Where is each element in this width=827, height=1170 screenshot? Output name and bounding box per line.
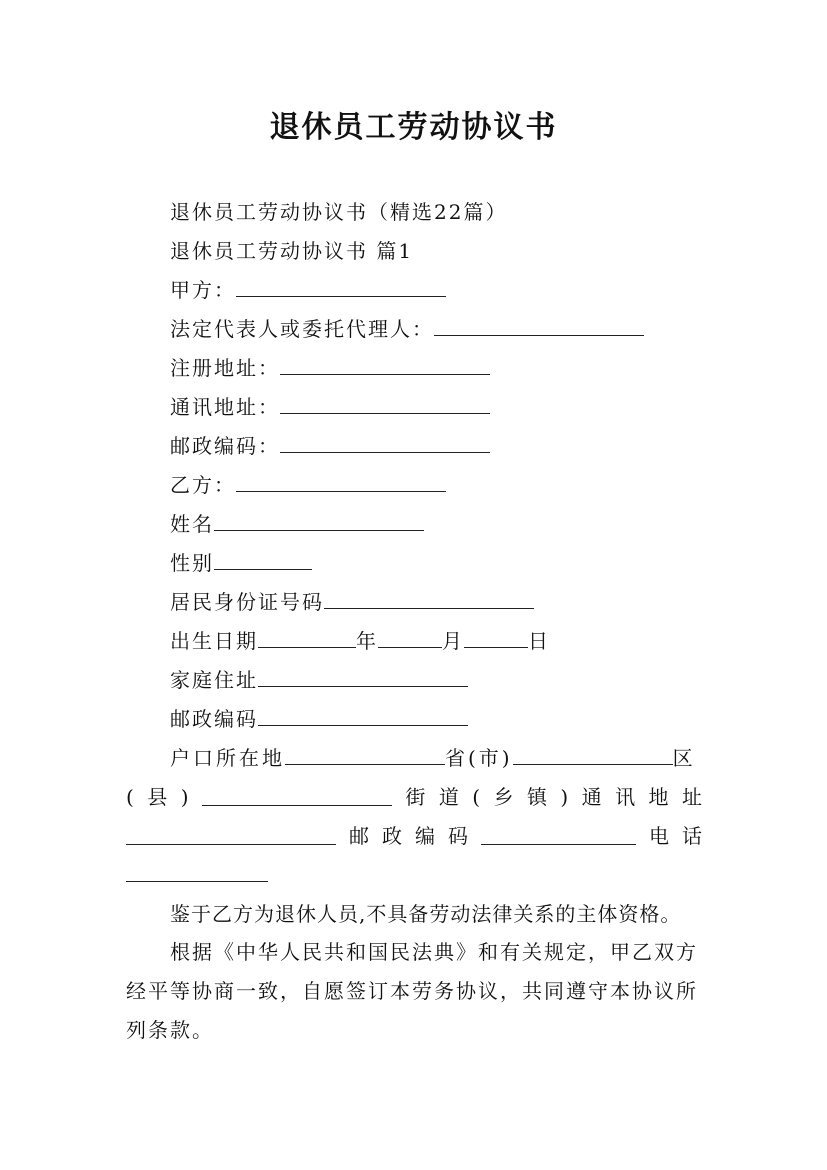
hukou-label: 户口所在地 <box>170 746 285 770</box>
postcode-char: 邮 <box>349 824 369 848</box>
county-char: 县 <box>147 785 168 809</box>
postcode-a-line <box>170 432 490 460</box>
id-line <box>170 588 534 616</box>
reg-addr-label: 注册地址： <box>170 356 280 380</box>
doc-subtitle: 退休员工劳动协议书（精选22篇） <box>170 200 508 224</box>
birth-day-blank <box>464 627 528 648</box>
home-addr-blank <box>258 666 468 687</box>
county-open-paren: ( <box>126 785 134 809</box>
birth-year-blank <box>258 627 356 648</box>
street-char: 讯 <box>615 785 636 809</box>
street-char: 通 <box>581 785 602 809</box>
party-a-blank <box>236 276 446 297</box>
county-blank <box>202 783 392 806</box>
month-label: 月 <box>442 629 464 653</box>
postcode-a-label: 邮政编码： <box>170 434 280 458</box>
phone-blank-line <box>126 861 268 889</box>
county-street-line <box>126 783 702 811</box>
year-label: 年 <box>356 629 378 653</box>
hukou-province-blank <box>285 744 445 765</box>
birth-label: 出生日期 <box>170 629 258 653</box>
para2-line1: 根据《中华人民共和国民法典》和有关规定，甲乙双方 <box>170 940 698 964</box>
mail-addr-b-blank <box>126 822 336 845</box>
postcode-phone-line <box>126 822 702 850</box>
party-a-line <box>170 276 446 304</box>
party-b-blank <box>236 471 446 492</box>
home-addr-label: 家庭住址 <box>170 668 258 692</box>
phone-char: 电 <box>649 824 669 848</box>
name-line <box>170 510 424 538</box>
id-label: 居民身份证号码 <box>170 590 324 614</box>
phone-blank <box>126 861 268 882</box>
home-addr-line <box>170 666 468 694</box>
county-close-paren: ) <box>180 785 189 809</box>
postcode-c-blank <box>481 822 636 845</box>
gender-line <box>170 549 312 577</box>
para1: 鉴于乙方为退休人员,不具备劳动法律关系的主体资格。 <box>170 902 682 926</box>
postcode-char: 政 <box>382 824 402 848</box>
mail-addr-blank <box>280 393 490 414</box>
postcode-b-line <box>170 705 468 733</box>
party-b-label: 乙方： <box>170 473 236 497</box>
party-a-label: 甲方： <box>170 278 236 302</box>
reg-addr-line <box>170 354 490 382</box>
postcode-char: 码 <box>448 824 468 848</box>
legal-rep-line <box>170 315 644 343</box>
hukou-line <box>170 744 696 772</box>
street-char: ) <box>560 785 569 809</box>
mail-addr-line <box>170 393 490 421</box>
street-char: 址 <box>681 785 702 809</box>
party-b-line <box>170 471 446 499</box>
street-char: ( <box>472 785 481 809</box>
gender-blank <box>214 549 312 570</box>
phone-char: 话 <box>682 824 702 848</box>
street-char: 乡 <box>493 785 514 809</box>
birth-line <box>170 627 550 655</box>
day-label: 日 <box>528 629 550 653</box>
postcode-a-blank <box>280 432 490 453</box>
street-char: 地 <box>648 785 669 809</box>
postcode-char: 编 <box>415 824 435 848</box>
street-char: 镇 <box>526 785 547 809</box>
id-blank <box>324 588 534 609</box>
document-title: 退休员工劳动协议书 <box>269 110 558 145</box>
section-heading: 退休员工劳动协议书 篇1 <box>170 239 414 263</box>
province-label: 省(市) <box>445 746 513 770</box>
gender-label: 性别 <box>170 551 214 575</box>
name-label: 姓名 <box>170 512 214 536</box>
mail-addr-label: 通讯地址： <box>170 395 280 419</box>
district-label: 区 <box>672 746 696 770</box>
para2-line2: 经平等协商一致，自愿签订本劳务协议，共同遵守本协议所 <box>126 979 698 1003</box>
reg-addr-blank <box>280 354 490 375</box>
birth-month-blank <box>378 627 442 648</box>
legal-rep-blank <box>434 315 644 336</box>
street-char: 街 <box>405 785 426 809</box>
legal-rep-label: 法定代表人或委托代理人： <box>170 317 434 341</box>
postcode-b-blank <box>258 705 468 726</box>
street-char: 道 <box>438 785 459 809</box>
para2-line3: 列条款。 <box>126 1018 214 1042</box>
postcode-b-label: 邮政编码 <box>170 707 258 731</box>
hukou-district-blank <box>513 744 673 765</box>
name-blank <box>214 510 424 531</box>
